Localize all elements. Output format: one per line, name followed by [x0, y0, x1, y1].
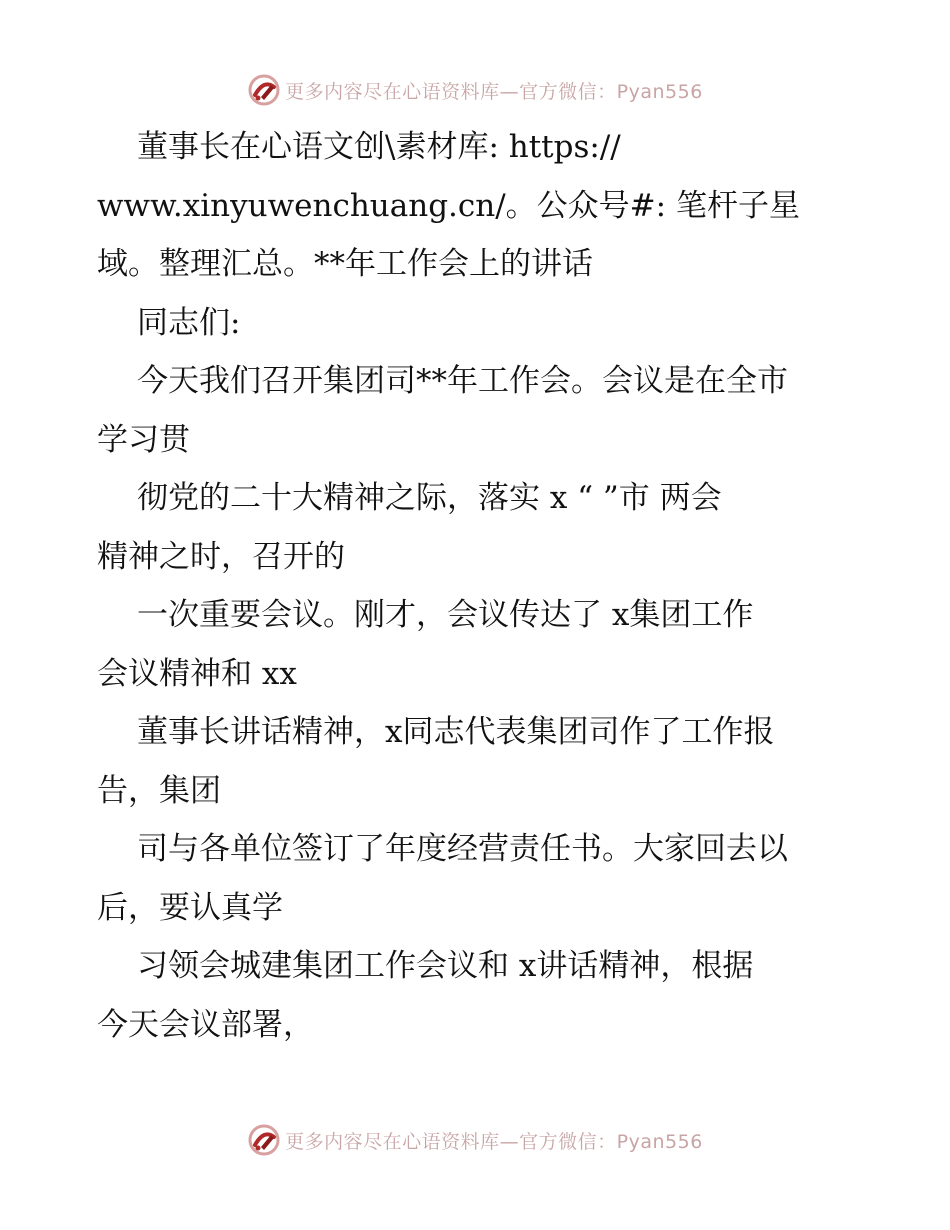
pen-logo-icon — [247, 1123, 281, 1157]
text-line: 习领会城建集团工作会议和 x讲话精神，根据 — [137, 948, 754, 984]
text-line: 域。整理汇总。**年工作会上的讲话 — [97, 246, 593, 282]
text-line: 会议精神和 xx — [97, 655, 297, 692]
banner-text: 更多内容尽在心语资料库—官方微信：Pyan556 — [285, 80, 703, 103]
banner-wechat-id: Pyan556 — [616, 80, 703, 103]
text-line: 董事长在心语文创\素材库: https:// — [137, 129, 621, 165]
text-line: 告，集团 — [97, 772, 221, 809]
text-line: 一次重要会议。刚才，会议传达了 x集团工作 — [137, 597, 754, 633]
pen-logo-icon — [247, 73, 281, 107]
banner-text: 更多内容尽在心语资料库—官方微信：Pyan556 — [285, 1130, 703, 1153]
document-body — [97, 118, 887, 1054]
text-line: 后，要认真学 — [97, 889, 283, 926]
header-banner — [0, 70, 950, 110]
text-line: 司与各单位签订了年度经营责任书。大家回去以 — [137, 831, 788, 867]
banner-wechat-id: Pyan556 — [616, 1130, 703, 1153]
footer-banner — [0, 1120, 950, 1160]
text-line: 今天会议部署， — [97, 1006, 314, 1043]
text-line: 董事长讲话精神，x同志代表集团司作了工作报 — [137, 714, 775, 750]
text-line: 彻党的二十大精神之际，落实 x “ ”市 两会 — [137, 480, 722, 516]
text-line: 今天我们召开集团司**年工作会。会议是在全市 — [137, 363, 788, 399]
text-line: www.xinyuwenchuang.cn/。公众号#: 笔杆子星 — [97, 187, 800, 224]
text-line: 学习贯 — [97, 421, 190, 458]
text-line: 精神之时，召开的 — [97, 538, 345, 575]
text-line: 同志们: — [137, 304, 241, 341]
